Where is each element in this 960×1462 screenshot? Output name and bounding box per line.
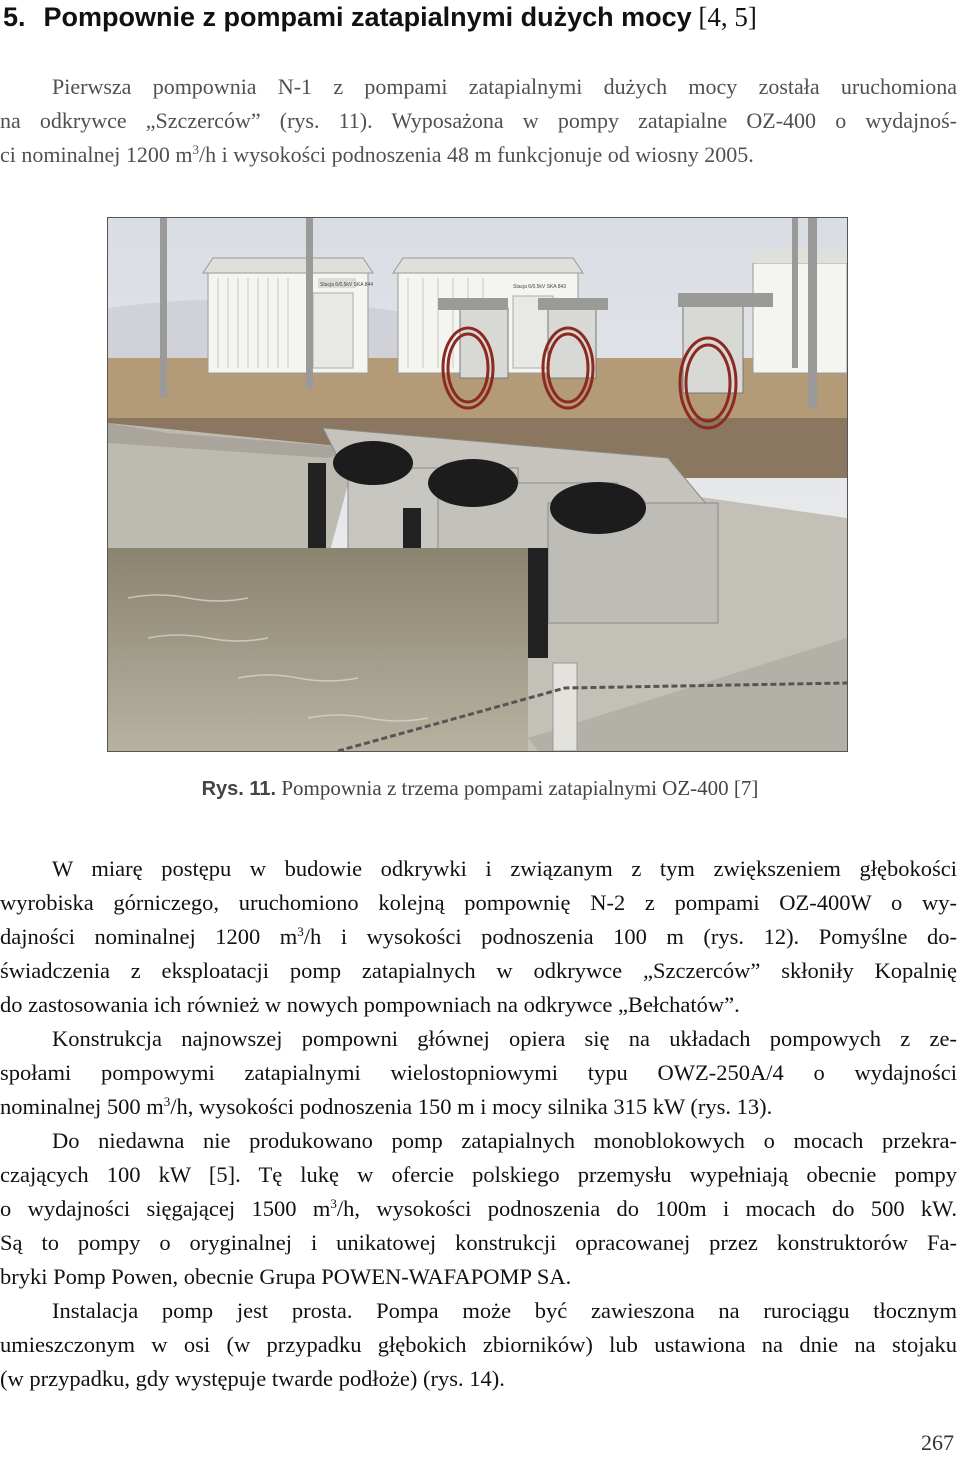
station-sign-2: Stacja 6/0,5kV SKA 843 [513,284,567,290]
text-run: /h, wysokości podnoszenia 150 m i mocy silnika 315 kW (rys. 13). [170,1094,773,1119]
paragraph-line: Są to pompy o oryginalnej i unikatowej konstrukcji opracowanej przez konstruktorów Fa- [0,1230,957,1255]
pump-station-photo [107,217,848,752]
paragraph-line: do zastosowania ich również w nowych pompowniach na odkrywce „Bełchatów”. [0,992,740,1017]
paragraph-line: wyrobiska górniczego, uruchomiono kolejną pompownię N-2 z pompami OZ-400W o wy- [0,890,957,915]
paragraph-5 [0,1294,957,1396]
page-number: 267 [921,1430,954,1455]
paragraph-line: Do niedawna nie produkowano pomp zatapialnych monoblokowych o mocach przekra- [52,1128,957,1153]
paragraph-line [0,138,957,172]
intro-paragraph [0,70,957,172]
paragraph-line: (w przypadku, gdy występuje twarde podłoże) (rys. 14). [0,1366,505,1391]
section-reference: [4, 5] [698,2,757,32]
container-building-1 [203,258,373,373]
paragraph-line [0,1192,957,1226]
paragraph-line: na odkrywce „Szczerców” (rys. 11). Wyposażona w pompy zatapialne OZ-400 o wydajnoś- [0,108,957,133]
paragraph-2 [0,852,957,1022]
paragraph-3 [0,1022,957,1124]
paragraph-line: społami pompowymi zatapialnymi wielostopniowymi typu OWZ-250A/4 o wydajności [0,1060,957,1085]
text-run: ci nominalnej 1200 m [0,142,193,167]
paragraph-line: świadczenia z eksploatacji pomp zatapialnych w odkrywce „Szczerców” skłoniły Kopalnię [0,958,957,983]
paragraph-line: umieszczonym w osi (w przypadku głębokich zbiorników) lub ustawiona na dnie na stojaku [0,1332,957,1357]
station-sign-1: Stacja 6/0,5kV SKA 844 [320,282,374,288]
paragraph-line: Konstrukcja najnowszej pompowni głównej opiera się na układach pompowych z ze- [52,1026,957,1051]
text-run: /h i wysokości podnoszenia 48 m funkcjonuje od wiosny 2005. [198,142,754,167]
superscript: 3 [297,924,304,939]
bollard [553,663,577,751]
paragraph-line: Pierwsza pompownia N-1 z pompami zatapialnymi dużych mocy została uruchomiona [52,74,957,99]
text-run: o wydajności sięgającej 1500 m [0,1196,331,1221]
figure-caption [0,771,960,806]
text-run: /h i wysokości podnoszenia 100 m (rys. 12). Pomyślne do- [303,924,957,949]
paragraph-line [0,920,957,954]
text-run: /h, wysokości podnoszenia do 100m i mocach do 500 kW. [336,1196,957,1221]
paragraph-line [0,1090,957,1124]
caption-label: Rys. 11. [201,778,277,800]
section-heading [3,0,757,34]
paragraph-line: bryki Pomp Powen, obecnie Grupa POWEN-WAFAPOMP SA. [0,1264,572,1289]
section-number: 5. [3,2,26,32]
text-run: dajności nominalnej 1200 m [0,924,298,949]
section-title: Pompownie z pompami zatapialnymi dużych mocy [43,2,692,32]
body-text [0,852,957,1396]
paragraph-line: czających 100 kW [5]. Tę lukę w ofercie polskiego przemysłu wypełniają obecnie pompy [0,1162,957,1187]
pump-station-illustration [108,218,847,751]
paragraph-line: Instalacja pomp jest prosta. Pompa może być zawieszona na rurociągu tłocznym [52,1298,957,1323]
paragraph-line: W miarę postępu w budowie odkrywki i związanym z tym zwiększeniem głębokości [52,856,957,881]
caption-text: Pompownia z trzema pompami zatapialnymi OZ-400 [7] [281,776,759,800]
superscript: 3 [330,1196,337,1211]
text-run: nominalnej 500 m [0,1094,164,1119]
paragraph-4 [0,1124,957,1294]
superscript: 3 [192,142,199,157]
superscript: 3 [163,1094,171,1109]
